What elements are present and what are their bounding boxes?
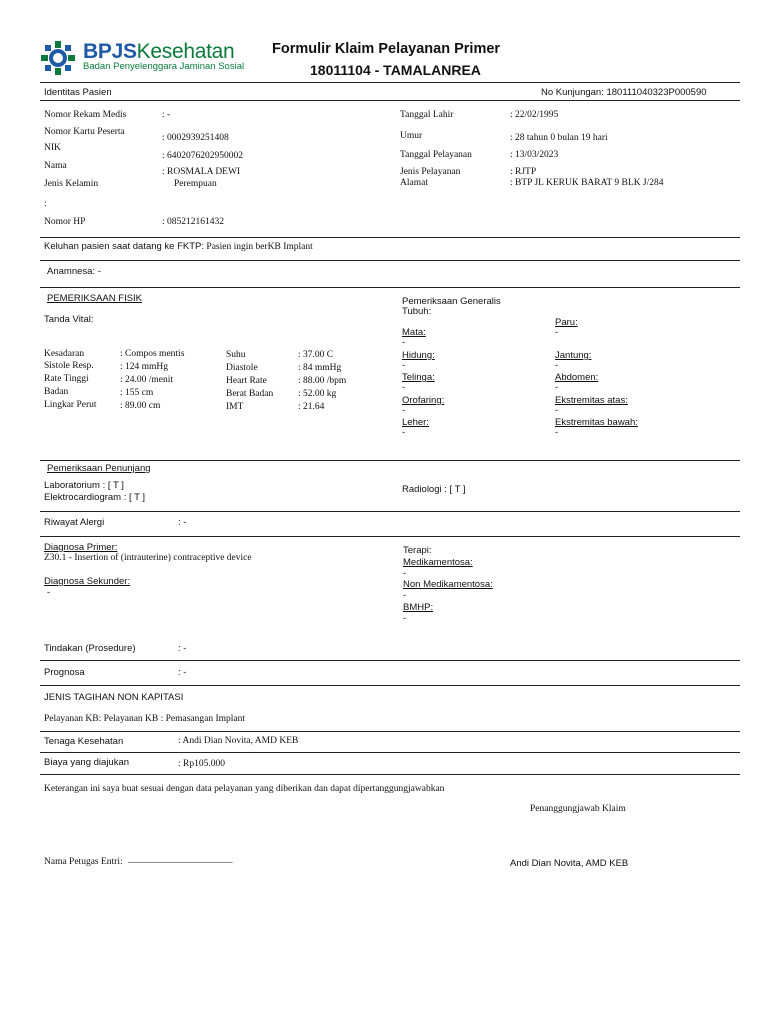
vital-label: Lingkar Perut (44, 400, 97, 410)
keluhan-label: Keluhan pasien saat datang ke FKTP: (44, 241, 205, 252)
laboratorium: Laboratorium : [ T ] (44, 480, 124, 491)
generalis-label: Telinga: (402, 372, 435, 383)
anamnesa: Anamnesa: - (47, 266, 101, 277)
jenis-pelayanan-value: : RJTP (510, 167, 537, 177)
lahir-label: Tanggal Lahir (400, 110, 454, 120)
lahir-value: : 22/02/1995 (510, 110, 559, 120)
generalis-label: Leher: (402, 417, 429, 428)
generalis-label: Jantung: (555, 350, 592, 361)
generalis-label: Ekstremitas bawah: (555, 417, 638, 428)
nama-label: Nama (44, 161, 67, 171)
non-medikamentosa-heading: Non Medikamentosa: (403, 579, 493, 590)
generalis-value: - (555, 327, 559, 338)
vital-value: : 84 mmHg (298, 363, 342, 373)
tagihan-value: Pelayanan KB: Pelayanan KB : Pemasangan Implant (44, 714, 246, 724)
vital-value: : 52.00 kg (298, 389, 337, 399)
tenaga-kesehatan-value: : Andi Dian Novita, AMD KEB (178, 736, 299, 746)
no-kunjungan: No Kunjungan: 180111040323P000590 (541, 87, 707, 98)
vital-value: : 88.00 /bpm (298, 376, 347, 386)
vital-label: Diastole (226, 363, 258, 373)
medikamentosa-value: - (403, 568, 407, 579)
keluhan-value: Pasien ingin berKB Implant (206, 242, 313, 252)
penanggungjawab-label: Penanggungjawab Klaim (530, 804, 626, 814)
rekam-medis-value: : - (162, 110, 171, 120)
generalis-value: - (555, 405, 559, 416)
vital-label: IMT (226, 402, 244, 412)
tindakan-value: : - (178, 643, 187, 654)
petugas-signature-line: ______________________ (128, 855, 233, 865)
diagnosa-sekunder-heading: Diagnosa Sekunder: (44, 576, 131, 587)
tagihan-heading: JENIS TAGIHAN NON KAPITASI (44, 692, 184, 703)
tindakan-label: Tindakan (Prosedure) (44, 643, 136, 654)
generalis-value: - (402, 382, 406, 393)
generalis-label: Paru: (555, 317, 578, 328)
vital-value: : 21.64 (298, 402, 325, 412)
diagnosa-sekunder-value: - (47, 587, 51, 598)
vital-value: : 37.00 C (298, 350, 334, 360)
elektrocardiogram: Elektrocardiogram : [ T ] (44, 492, 146, 503)
page-subtitle: 18011104 - TAMALANREA (310, 62, 481, 78)
page-title: Formulir Klaim Pelayanan Primer (272, 41, 501, 57)
generalis-value: - (555, 360, 559, 371)
tgl-pelayanan-value: : 13/03/2023 (510, 150, 559, 160)
terapi-label: Terapi: (403, 545, 432, 556)
tenaga-kesehatan-label: Tenaga Kesehatan (44, 736, 124, 747)
generalis-value: - (402, 360, 406, 371)
umur-label: Umur (400, 131, 423, 141)
generalis-value: - (402, 405, 406, 416)
bmhp-value: - (403, 613, 407, 624)
kartu-label: Nomor Kartu Peserta (44, 127, 125, 137)
vital-value: : Compos mentis (120, 349, 185, 359)
alergi-value: : - (178, 517, 187, 528)
radiologi: Radiologi : [ T ] (402, 484, 466, 495)
petugas-label: Nama Petugas Entri: (44, 857, 123, 867)
biaya-label: Biaya yang diajukan (44, 757, 130, 768)
vital-label: Sistole Resp. (44, 361, 94, 371)
generalis-label: Hidung: (402, 350, 435, 361)
alamat-value: : BTP JL KERUK BARAT 9 BLK J/284 (510, 178, 664, 188)
vital-label: Heart Rate (226, 376, 267, 386)
biaya-value: : Rp105.000 (178, 759, 225, 769)
medikamentosa-heading: Medikamentosa: (403, 557, 473, 568)
non-medikamentosa-value: - (403, 590, 407, 601)
pemeriksaan-fisik-heading: PEMERIKSAAN FISIK (47, 293, 143, 304)
nama-value: : ROSMALA DEWI (162, 167, 241, 177)
hp-value: : 085212161432 (162, 217, 225, 227)
keterangan: Keterangan ini saya buat sesuai dengan data pelayanan yang diberikan dan dapat dipertanggungjawabkan (44, 784, 445, 794)
generalis-label: Abdomen: (555, 372, 599, 383)
vital-label: Badan (44, 387, 69, 397)
signer-name: Andi Dian Novita, AMD KEB (510, 858, 629, 869)
diagnosa-primer-heading: Diagnosa Primer: (44, 542, 118, 553)
bpjs-logo-icon (40, 40, 76, 76)
colon-separator: : (44, 199, 47, 209)
tgl-pelayanan-label: Tanggal Pelayanan (400, 150, 472, 160)
generalis-label: Ekstremitas atas: (555, 395, 628, 406)
prognosa-label: Prognosa (44, 667, 85, 678)
vital-value: : 89.00 cm (120, 401, 161, 411)
generalis-value: - (402, 337, 406, 348)
generalis-label: Mata: (402, 327, 426, 338)
generalis-value: - (555, 382, 559, 393)
logo-tagline: Badan Penyelenggara Jaminan Sosial (83, 61, 245, 72)
identitas-heading: Identitas Pasien (44, 87, 112, 98)
generalis-label: Orofaring: (402, 395, 445, 406)
vital-label: Berat Badan (226, 389, 274, 399)
prognosa-value: : - (178, 667, 187, 678)
vital-label: Rate Tinggi (44, 374, 89, 384)
vital-value: : 24.00 /menit (120, 375, 174, 385)
vital-label: Suhu (226, 350, 246, 360)
kartu-value: : 0002939251408 (162, 133, 229, 143)
generalis-heading: Pemeriksaan Generalis (402, 296, 501, 307)
tanda-vital-label: Tanda Vital: (44, 314, 94, 325)
logo-kesehatan: Kesehatan (136, 40, 235, 63)
penunjang-heading: Pemeriksaan Penunjang (47, 463, 151, 474)
logo-bpjs: BPJS (83, 40, 137, 63)
hp-label: Nomor HP (44, 217, 86, 227)
diagnosa-primer-value: Z30.1 - Insertion of (intrauterine) contraceptive device (44, 553, 252, 563)
generalis-value: - (555, 427, 559, 438)
jenis-kelamin-label: Jenis Kelamin (44, 179, 99, 189)
generalis-value: - (402, 427, 406, 438)
vital-value: : 155 cm (120, 388, 154, 398)
rekam-medis-label: Nomor Rekam Medis (44, 110, 127, 120)
jenis-pelayanan-label: Jenis Pelayanan (400, 167, 461, 177)
jenis-kelamin-value: Perempuan (174, 179, 217, 189)
alergi-label: Riwayat Alergi (44, 517, 105, 528)
umur-value: : 28 tahun 0 bulan 19 hari (510, 133, 608, 143)
vital-label: Kesadaran (44, 349, 85, 359)
tubuh-label: Tubuh: (402, 306, 432, 317)
vital-value: : 124 mmHg (120, 362, 169, 372)
keluhan-row (44, 241, 313, 252)
nik-value: : 6402076202950002 (162, 151, 244, 161)
nik-label: NIK (44, 143, 61, 153)
alamat-label: Alamat (400, 178, 428, 188)
bmhp-heading: BMHP: (403, 602, 434, 613)
